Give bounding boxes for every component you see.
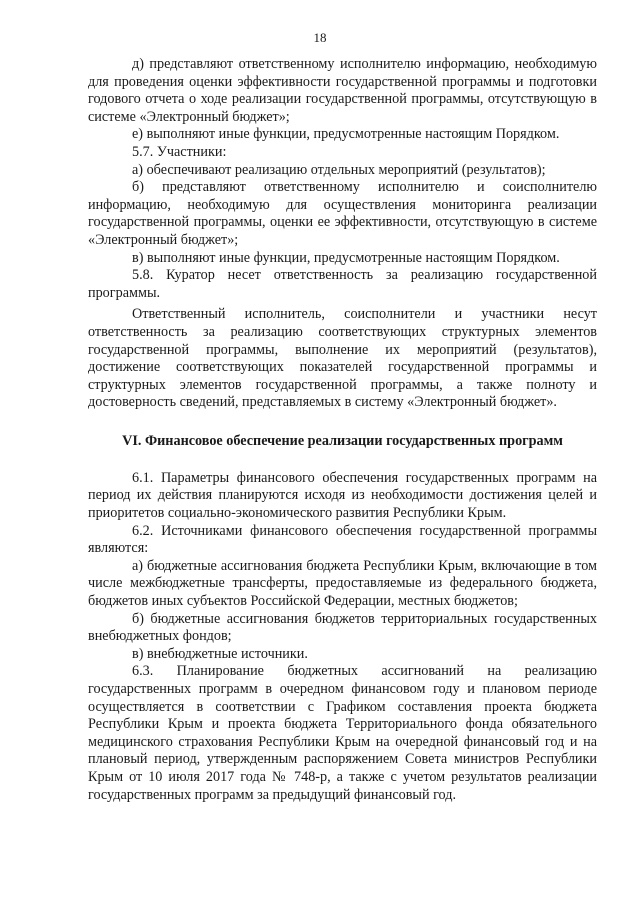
paragraph-5-6-d: д) представляют ответственному исполнителю информацию, необходимую для проведения оценки эффективности государственной программы и подготовки годового отчета о ходе реализации государственной программы, отсутствующую в системе «Электронный бюджет»; xyxy=(88,56,597,125)
paragraph-5-6-e: е) выполняют иные функции, предусмотренные настоящим Порядком. xyxy=(132,126,560,143)
paragraph-6-2-a: а) бюджетные ассигнования бюджета Республики Крым, включающие в том числе межбюджетные трансферты, предоставляемые из федерального бюджета, бюджетов иных субъектов Российской Федерации, местных бюджетов; xyxy=(88,557,597,610)
paragraph-5-7-v: в) выполняют иные функции, предусмотренные настоящим Порядком. xyxy=(132,249,560,266)
paragraph-6-2-v: в) внебюджетные источники. xyxy=(132,645,308,662)
paragraph-6-2: 6.2. Источниками финансового обеспечения государственной программы являются: xyxy=(88,522,597,557)
paragraph-5-8: 5.8. Куратор несет ответственность за реализацию государственной программы. xyxy=(88,267,597,301)
paragraph-6-1: 6.1. Параметры финансового обеспечения государственных программ на период их действия планируются исходя из необходимости достижения целей и приоритетов социально-экономического развития Республики Крым. xyxy=(88,469,597,522)
document-body xyxy=(88,56,597,804)
page-number: 18 xyxy=(313,30,327,45)
paragraph-6-2-b: б) бюджетные ассигнования бюджетов территориальных государственных внебюджетных фондов; xyxy=(88,610,597,645)
paragraph-5-7-b: б) представляют ответственному исполнителю и соисполнителю информацию, необходимую для осуществления мониторинга реализации государственной программы, оценки ее эффективности, отсутствующую в системе «Электронный бюджет»; xyxy=(88,179,597,248)
paragraph-5-7-title: 5.7. Участники: xyxy=(132,143,227,160)
paragraph-responsibility: Ответственный исполнитель, соисполнители и участники несут ответственность за реализацию соответствующих структурных элементов государственной программы, выполнение их мероприятий (результатов), достижение соответствующих показателей государственной программы и структурных элементов государственной программы, а также полноту и достоверность сведений, представляемых в систему «Электронный бюджет». xyxy=(88,306,597,411)
paragraph-6-3: 6.3. Планирование бюджетных ассигнований на реализацию государственных программ в очередном финансовом году и плановом периоде осуществляется в соответствии с Графиком составления проекта бюджета Республики Крым и проекта бюджета Территориального фонда обязательного медицинского страхования Республики Крым на очередной финансовый год и на плановый период, утвержденным распоряжением Совета министров Республики Крым от 10 июля 2017 года № 748-р, а также с учетом результатов реализации государственных программ за предыдущий финансовый год. xyxy=(88,663,597,803)
paragraph-5-7-a: а) обеспечивают реализацию отдельных мероприятий (результатов); xyxy=(132,161,546,178)
section-heading: VI. Финансовое обеспечение реализации государственных программ xyxy=(122,432,563,449)
